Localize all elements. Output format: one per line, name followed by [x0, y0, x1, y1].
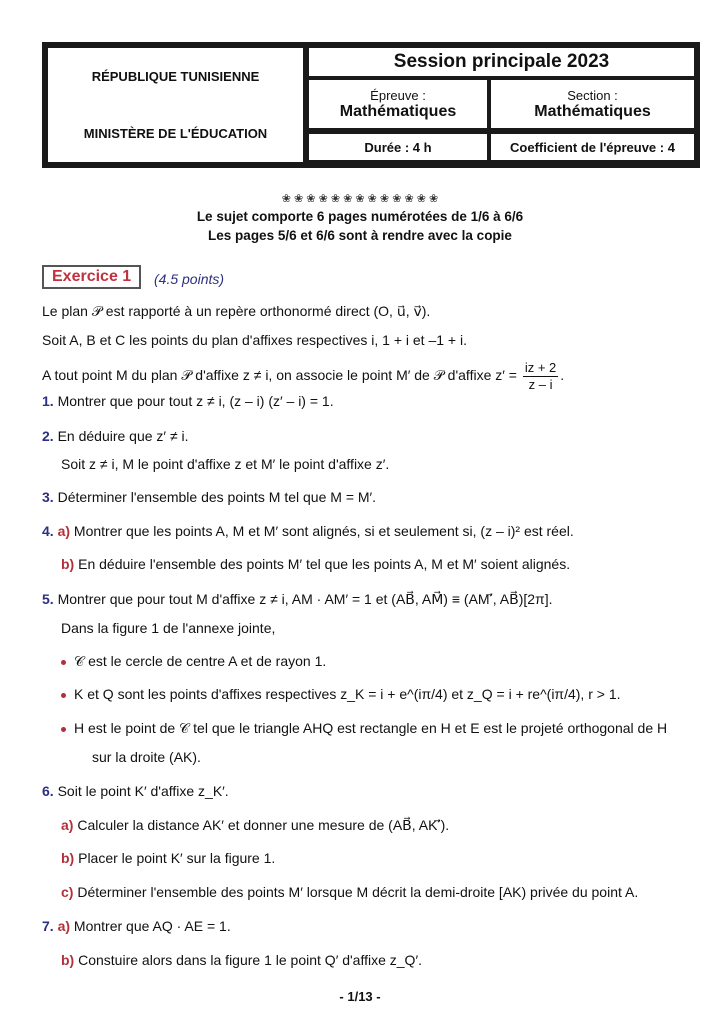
q4b-text: En déduire l'ensemble des points M′ tel que les points A, M et M′ soient alignés. — [78, 556, 571, 572]
intro-line-1: Le sujet comporte 6 pages numérotées de 1/6 à 6/6 — [196, 209, 524, 224]
header-left — [48, 48, 303, 162]
coefficient: Coefficient de l'épreuve : 4 — [491, 134, 694, 160]
q7a-label: a) — [57, 918, 71, 934]
q7-number: 7. — [42, 918, 54, 934]
q1-number: 1. — [42, 393, 54, 409]
q6a-text: Calculer la distance AK′ et donner une mesure de (AB⃗, AK′⃗). — [77, 817, 450, 833]
exercise-points: (4.5 points) — [154, 271, 225, 287]
bullet-3-continued: sur la droite (AK). — [92, 749, 201, 765]
bullet-2: K et Q sont les points d'affixes respectives z_K = i + e^(iπ/4) et z_Q = i + re^(iπ/4), r > 1. — [74, 686, 621, 702]
q6c-label: c) — [61, 884, 74, 900]
intro-line-2: Les pages 5/6 et 6/6 sont à rendre avec la copie — [208, 228, 512, 243]
fraction-denominator: z – i — [528, 377, 553, 392]
fraction-numerator: iz + 2 — [524, 360, 557, 375]
q3-number: 3. — [42, 489, 54, 505]
header-table — [42, 42, 700, 168]
text-p3-main: A tout point M du plan 𝒫 d'affixe z ≠ i, on associe le point M′ de 𝒫 d'affixe z′ = — [42, 367, 517, 384]
bullet-icon — [61, 660, 66, 665]
q4-number: 4. — [42, 523, 54, 539]
bullet-3: H est le point de 𝒞 tel que le triangle AHQ est rectangle en H et E est le projeté orthogonal de H — [74, 720, 668, 736]
q6a-label: a) — [61, 817, 74, 833]
q6-text: Soit le point K′ d'affixe z_K′. — [57, 783, 229, 799]
text-p1: Le plan 𝒫 est rapporté à un repère orthonormé direct (O, u⃗, v⃗). — [42, 303, 431, 319]
q7b-text: Constuire alors dans la figure 1 le point Q′ d'affixe z_Q′. — [78, 952, 422, 968]
q4b-label: b) — [61, 556, 75, 572]
duree: Durée : 4 h — [309, 134, 487, 160]
section-value: Mathématiques — [534, 102, 651, 120]
q4a-label: a) — [57, 523, 71, 539]
bullet-1: 𝒞 est le cercle de centre A et de rayon 1. — [74, 653, 327, 669]
epreuve-cell — [309, 80, 487, 128]
q4a-text: Montrer que les points A, M et M′ sont alignés, si et seulement si, (z – i)² est réel. — [73, 523, 574, 539]
session-title: Session principale 2023 — [309, 48, 694, 76]
q7b-label: b) — [61, 952, 75, 968]
q6c-text: Déterminer l'ensemble des points M′ lorsque M décrit la demi-droite [AK) privée du point A. — [77, 884, 639, 900]
q6b-text: Placer le point K′ sur la figure 1. — [78, 850, 276, 866]
epreuve-value: Mathématiques — [339, 102, 457, 120]
q5-number: 5. — [42, 591, 54, 607]
section-label: Section : — [567, 87, 618, 103]
q5b-text: Dans la figure 1 de l'annexe jointe, — [61, 620, 276, 636]
q2b-text: Soit z ≠ i, M le point d'affixe z et M′ le point d'affixe z′. — [61, 456, 390, 472]
q6b-label: b) — [61, 850, 75, 866]
ornament: ❀ ❀ ❀ ❀ ❀ ❀ ❀ ❀ ❀ ❀ ❀ ❀ ❀ — [281, 193, 439, 205]
epreuve-label: Épreuve : — [370, 87, 426, 103]
text-p2: Soit A, B et C les points du plan d'affixes respectives i, 1 + i et –1 + i. — [42, 332, 467, 348]
bullet-icon — [61, 693, 66, 698]
exercise-title: Exercice 1 — [42, 265, 141, 289]
q7a-text: Montrer que AQ · AE = 1. — [73, 918, 231, 934]
q2-number: 2. — [42, 428, 54, 444]
text-p3: A tout point M du plan 𝒫 d'affixe z ≠ i, on associe le point M′ de 𝒫 d'affixe z′ = $\frac{iz + 2}{z - i}$ . — [42, 360, 565, 392]
section-cell — [491, 80, 694, 128]
q1-text: Montrer que pour tout z ≠ i, (z – i) (z′ – i) = 1. — [57, 393, 334, 409]
page-number: - 1/13 - — [339, 989, 381, 1004]
q5-text: Montrer que pour tout M d'affixe z ≠ i, AM · AM′ = 1 et (AB⃗, AM⃗) ≡ (AM′⃗, AB⃗)[2π]. — [57, 591, 553, 607]
country: RÉPUBLIQUE TUNISIENNE — [91, 69, 260, 84]
q3-text: Déterminer l'ensemble des points M tel que M = M′. — [57, 489, 377, 505]
q2-text: En déduire que z′ ≠ i. — [57, 428, 189, 444]
q6-number: 6. — [42, 783, 54, 799]
bullet-icon — [61, 727, 66, 732]
fraction — [523, 360, 558, 393]
ministry: MINISTÈRE DE L'ÉDUCATION — [83, 126, 268, 141]
